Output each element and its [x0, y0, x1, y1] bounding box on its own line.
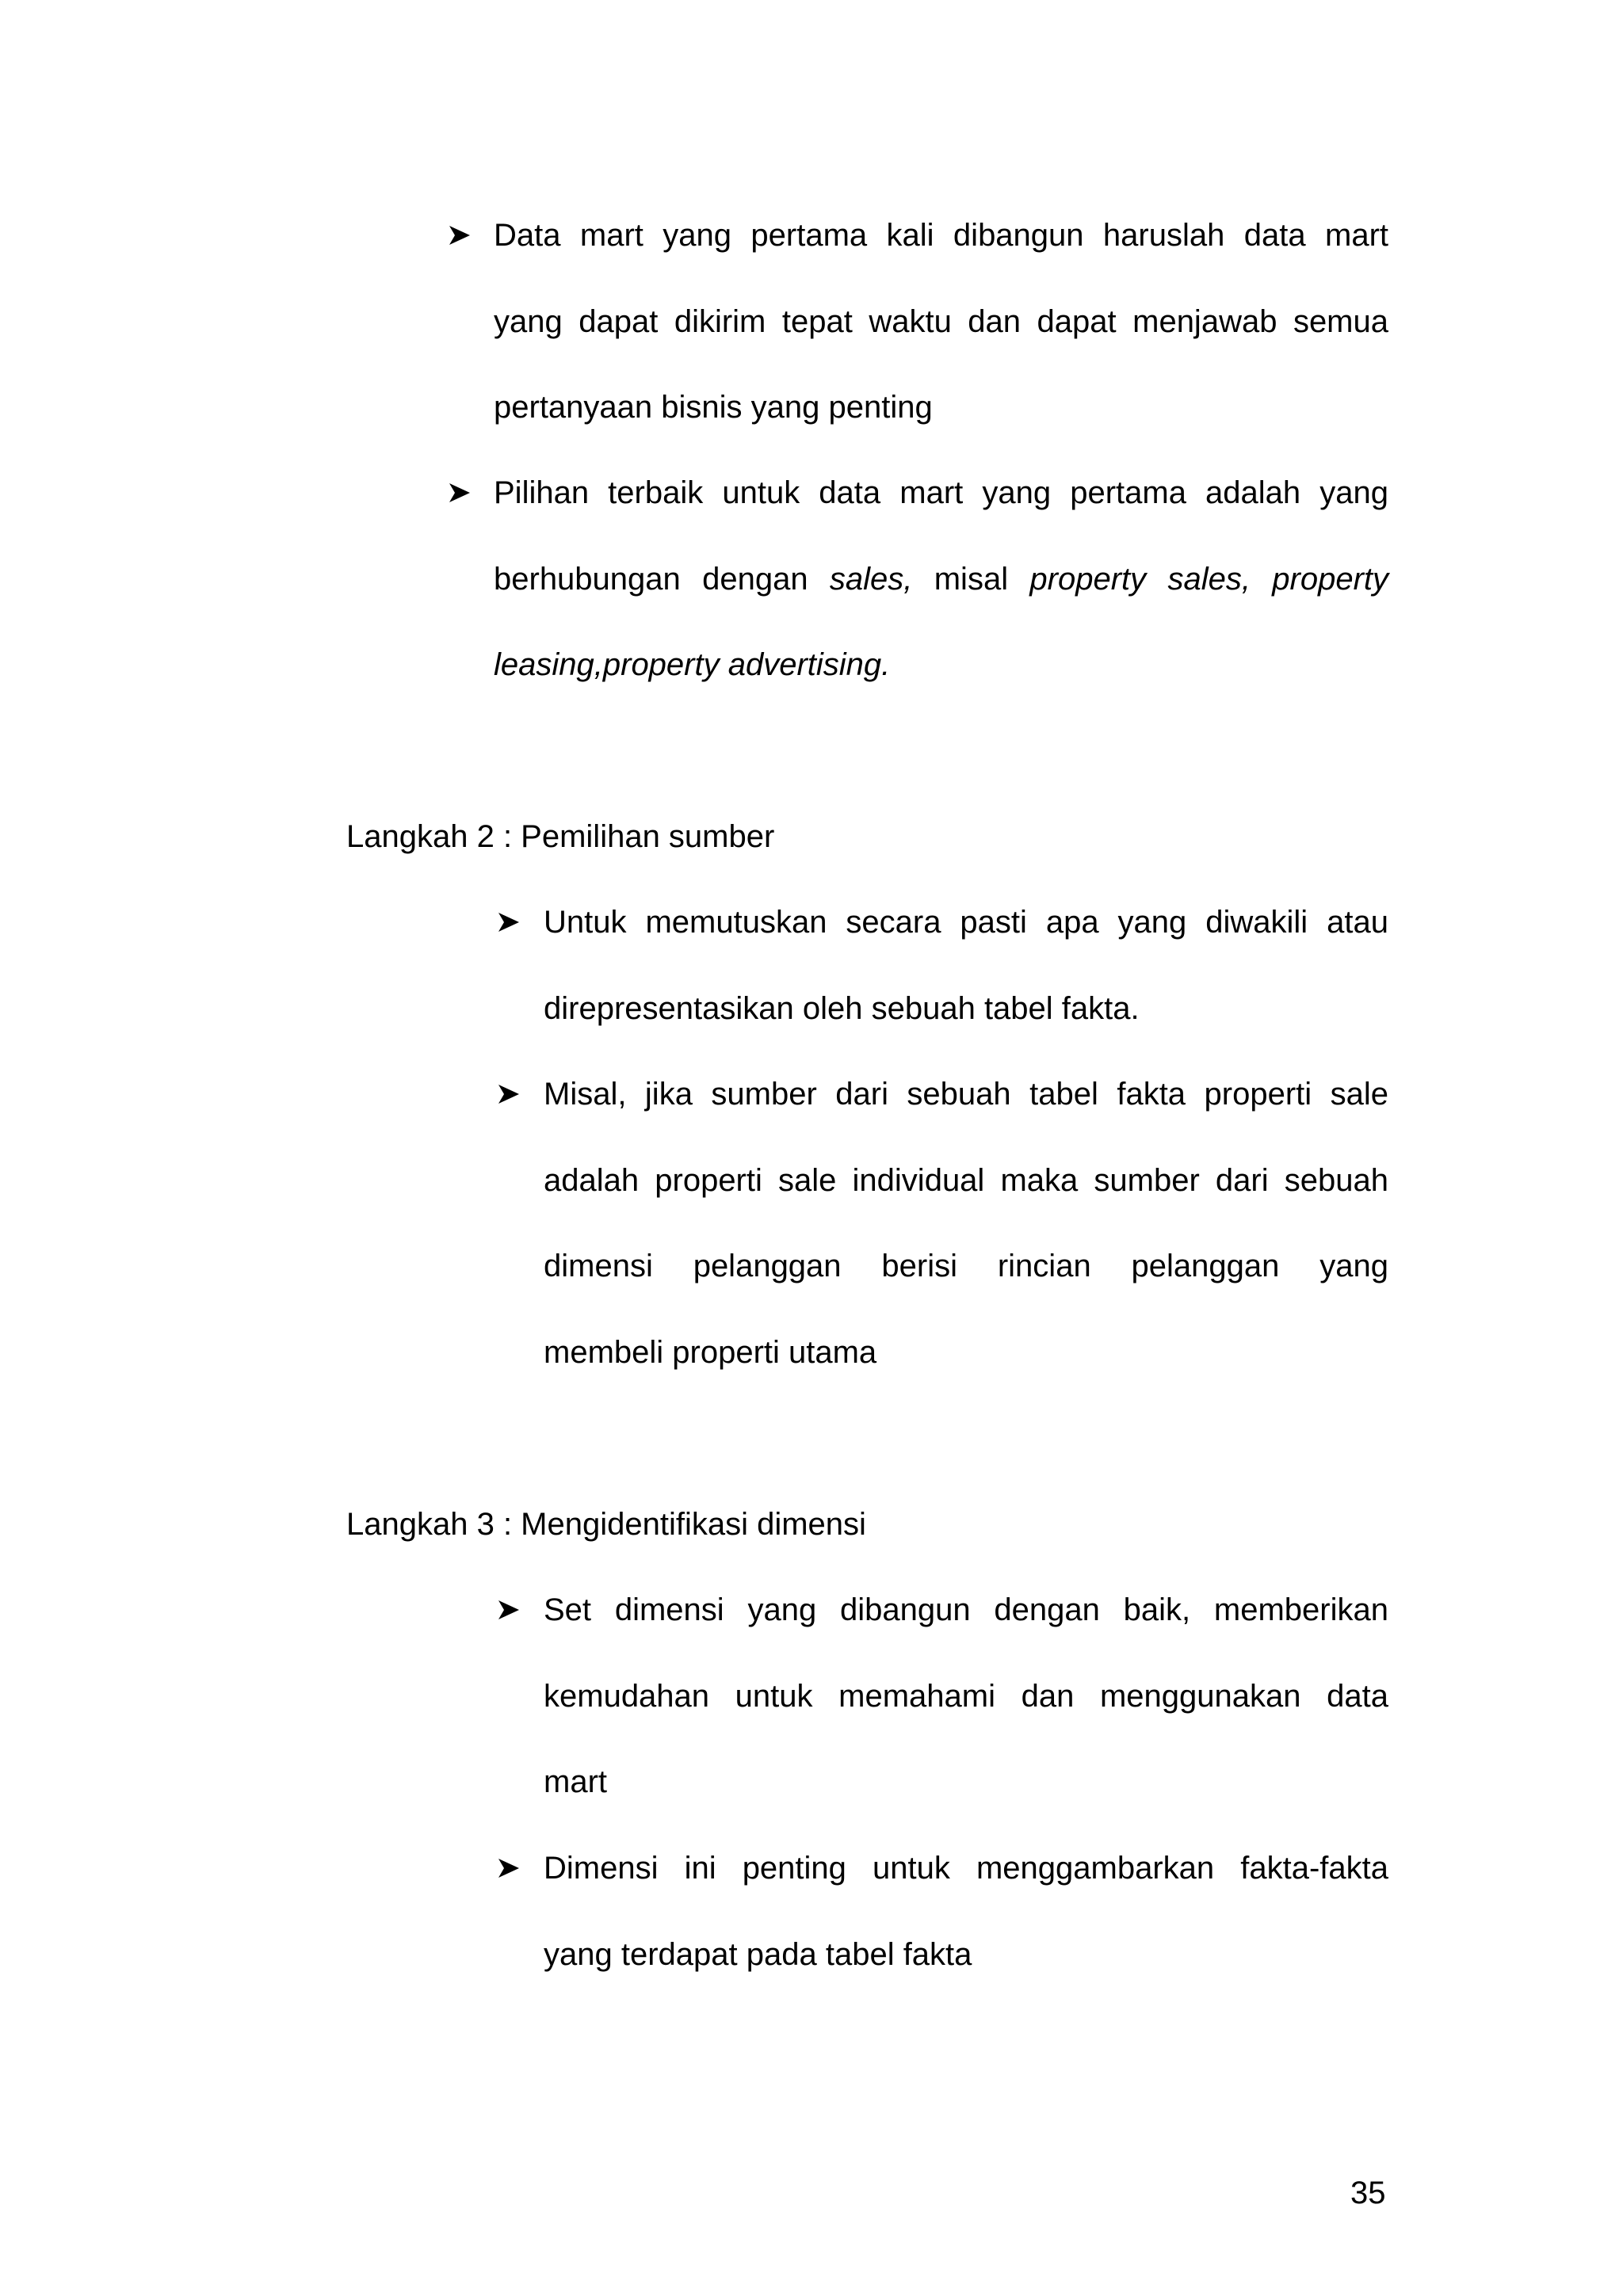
arrowhead-bullet-icon — [493, 879, 525, 966]
step-heading: Langkah 3 : Mengidentifikasi dimensi — [346, 1507, 866, 1542]
italic-text-run: sales, — [829, 561, 913, 597]
bullet-text-line: Set dimensi yang dibangun dengan baik, memberikan — [544, 1592, 1388, 1627]
step-heading: Langkah 2 : Pemilihan sumber — [346, 819, 775, 854]
arrowhead-bullet-icon — [493, 1051, 525, 1138]
bullet-text-line: membeli properti utama — [544, 1334, 877, 1370]
bullet-text-line: Dimensi ini penting untuk menggambarkan fakta-fakta — [544, 1851, 1388, 1886]
bullet-text-line: mart — [544, 1764, 607, 1799]
bullet-text-line: Data mart yang pertama kali dibangun haruslah data mart — [494, 218, 1388, 253]
bullet-text-line: kemudahan untuk memahami dan menggunakan data — [544, 1678, 1388, 1714]
bullet-text-line: adalah properti sale individual maka sumber dari sebuah — [544, 1162, 1388, 1198]
bullet-text-line-mixed — [494, 536, 1388, 623]
arrowhead-bullet-icon — [444, 193, 475, 279]
text-run: misal — [934, 561, 1009, 597]
bullet-text-line — [494, 622, 1388, 708]
bullet-text-line: Untuk memutuskan secara pasti apa yang diwakili atau — [544, 905, 1388, 940]
arrowhead-bullet-icon — [493, 1567, 525, 1653]
bullet-text-line: pertanyaan bisnis yang penting — [494, 390, 933, 425]
arrowhead-bullet-icon — [493, 1825, 525, 1912]
text-run: berhubungan dengan — [494, 561, 808, 597]
bullet-text-line: Pilihan terbaik untuk data mart yang pertama adalah yang — [494, 475, 1388, 510]
bullet-text-line: yang dapat dikirim tepat waktu dan dapat menjawab semua — [494, 303, 1388, 339]
bullet-text-line: direpresentasikan oleh sebuah tabel fakta. — [544, 990, 1140, 1026]
arrowhead-bullet-icon — [444, 450, 475, 536]
bullet-text-line: yang terdapat pada tabel fakta — [544, 1936, 972, 1972]
italic-text-run: leasing,property advertising. — [494, 647, 891, 682]
bullet-text-line: Misal, jika sumber dari sebuah tabel fakta properti sale — [544, 1077, 1388, 1112]
italic-text-run: property sales, property — [1029, 561, 1389, 597]
bullet-text-line: dimensi pelanggan berisi rincian pelanggan yang — [544, 1249, 1388, 1283]
page-number: 35 — [1350, 2176, 1386, 2210]
